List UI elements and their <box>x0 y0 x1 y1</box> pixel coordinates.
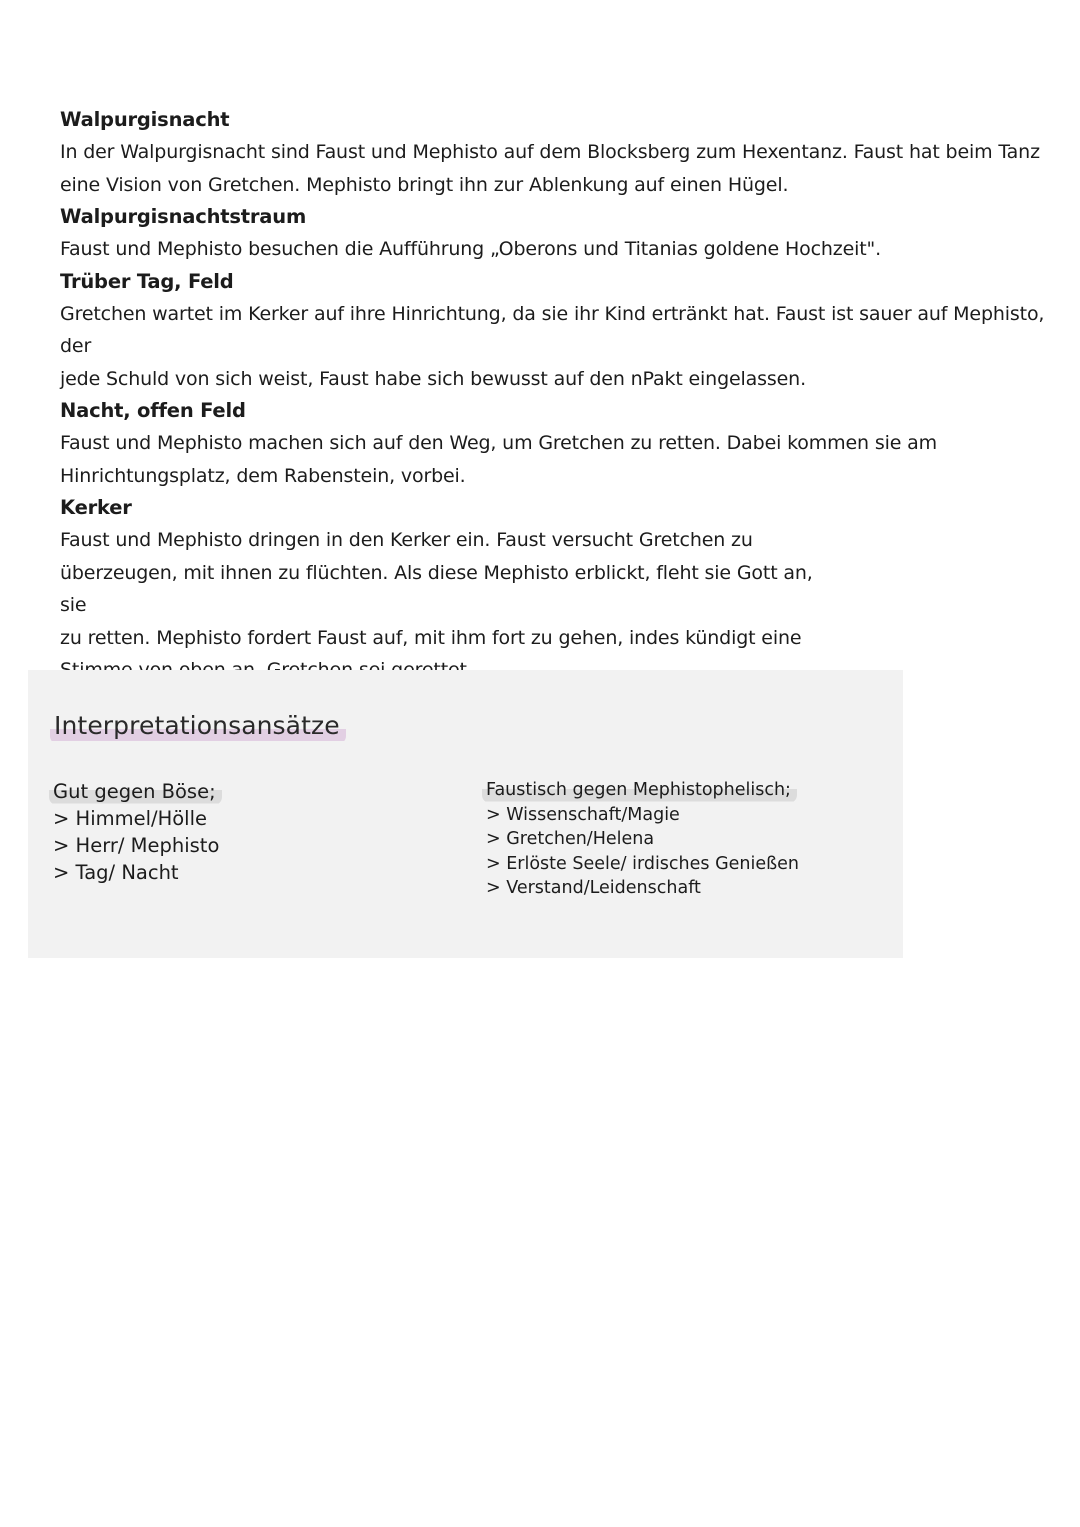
section-text-nacht-offen-feld <box>60 427 1050 492</box>
interpretation-column-faustian-mephistophelian <box>482 778 799 901</box>
text-line: Faust und Mephisto dringen in den Kerker ein. Faust versucht Gretchen zu <box>60 529 753 551</box>
list-item: > Erlöste Seele/ irdisches Genießen <box>486 853 800 874</box>
text-line: Gretchen wartet im Kerker auf ihre Hinrichtung, da sie ihr Kind ertränkt hat. Faust ist sauer auf Mephisto, der <box>60 302 1045 357</box>
text-line: eine Vision von Gretchen. Mephisto bringt ihn zur Ablenkung auf einen Hügel. <box>60 173 789 196</box>
section-heading-walpurgisnacht: Walpurgisnacht <box>60 108 230 131</box>
section-heading-walpurgisnachtstraum: Walpurgisnachtstraum <box>60 205 307 228</box>
text-line: In der Walpurgisnacht sind Faust und Mephisto auf dem Blocksberg zum Hexentanz. Faust hat beim Tanz <box>60 141 1040 163</box>
interpretation-column-good-evil <box>49 778 222 886</box>
scene-summary <box>60 104 1050 687</box>
list-item: > Gretchen/Helena <box>486 829 655 849</box>
interpretation-title: Interpretationsansätze <box>50 708 346 744</box>
list-item: > Verstand/Leidenschaft <box>486 878 701 898</box>
list-item: > Herr/ Mephisto <box>53 834 220 857</box>
text-line: überzeugen, mit ihnen zu flüchten. Als diese Mephisto erblickt, fleht sie Gott an, sie <box>60 561 813 616</box>
section-text-kerker <box>60 524 820 687</box>
section-heading-trueber-tag-feld: Trüber Tag, Feld <box>60 269 234 293</box>
section-text-trueber-tag-feld <box>60 298 1050 396</box>
interpretation-box <box>28 670 903 958</box>
list-item: > Tag/ Nacht <box>53 861 179 884</box>
section-heading-kerker: Kerker <box>60 496 132 519</box>
text-line: zu retten. Mephisto fordert Faust auf, mit ihm fort zu gehen, indes kündigt eine <box>60 626 802 649</box>
text-line: Faust und Mephisto besuchen die Aufführung „Oberons und Titanias goldene Hochzeit". <box>60 238 882 260</box>
text-line: Hinrichtungsplatz, dem Rabenstein, vorbei. <box>60 464 466 487</box>
section-heading-nacht-offen-feld: Nacht, offen Feld <box>60 399 246 422</box>
list-item: > Himmel/Hölle <box>53 807 208 830</box>
section-text-walpurgisnachtstraum <box>60 233 1050 266</box>
text-line: Faust und Mephisto machen sich auf den Weg, um Gretchen zu retten. Dabei kommen sie am <box>60 432 937 454</box>
section-text-walpurgisnacht <box>60 136 1050 201</box>
column-heading-faustian-mephistophelian: Faustisch gegen Mephistophelisch; <box>482 778 797 803</box>
column-heading-good-evil: Gut gegen Böse; <box>49 778 222 805</box>
text-line: jede Schuld von sich weist, Faust habe sich bewusst auf den nPakt eingelassen. <box>60 367 806 390</box>
list-item: > Wissenschaft/Magie <box>486 804 680 825</box>
